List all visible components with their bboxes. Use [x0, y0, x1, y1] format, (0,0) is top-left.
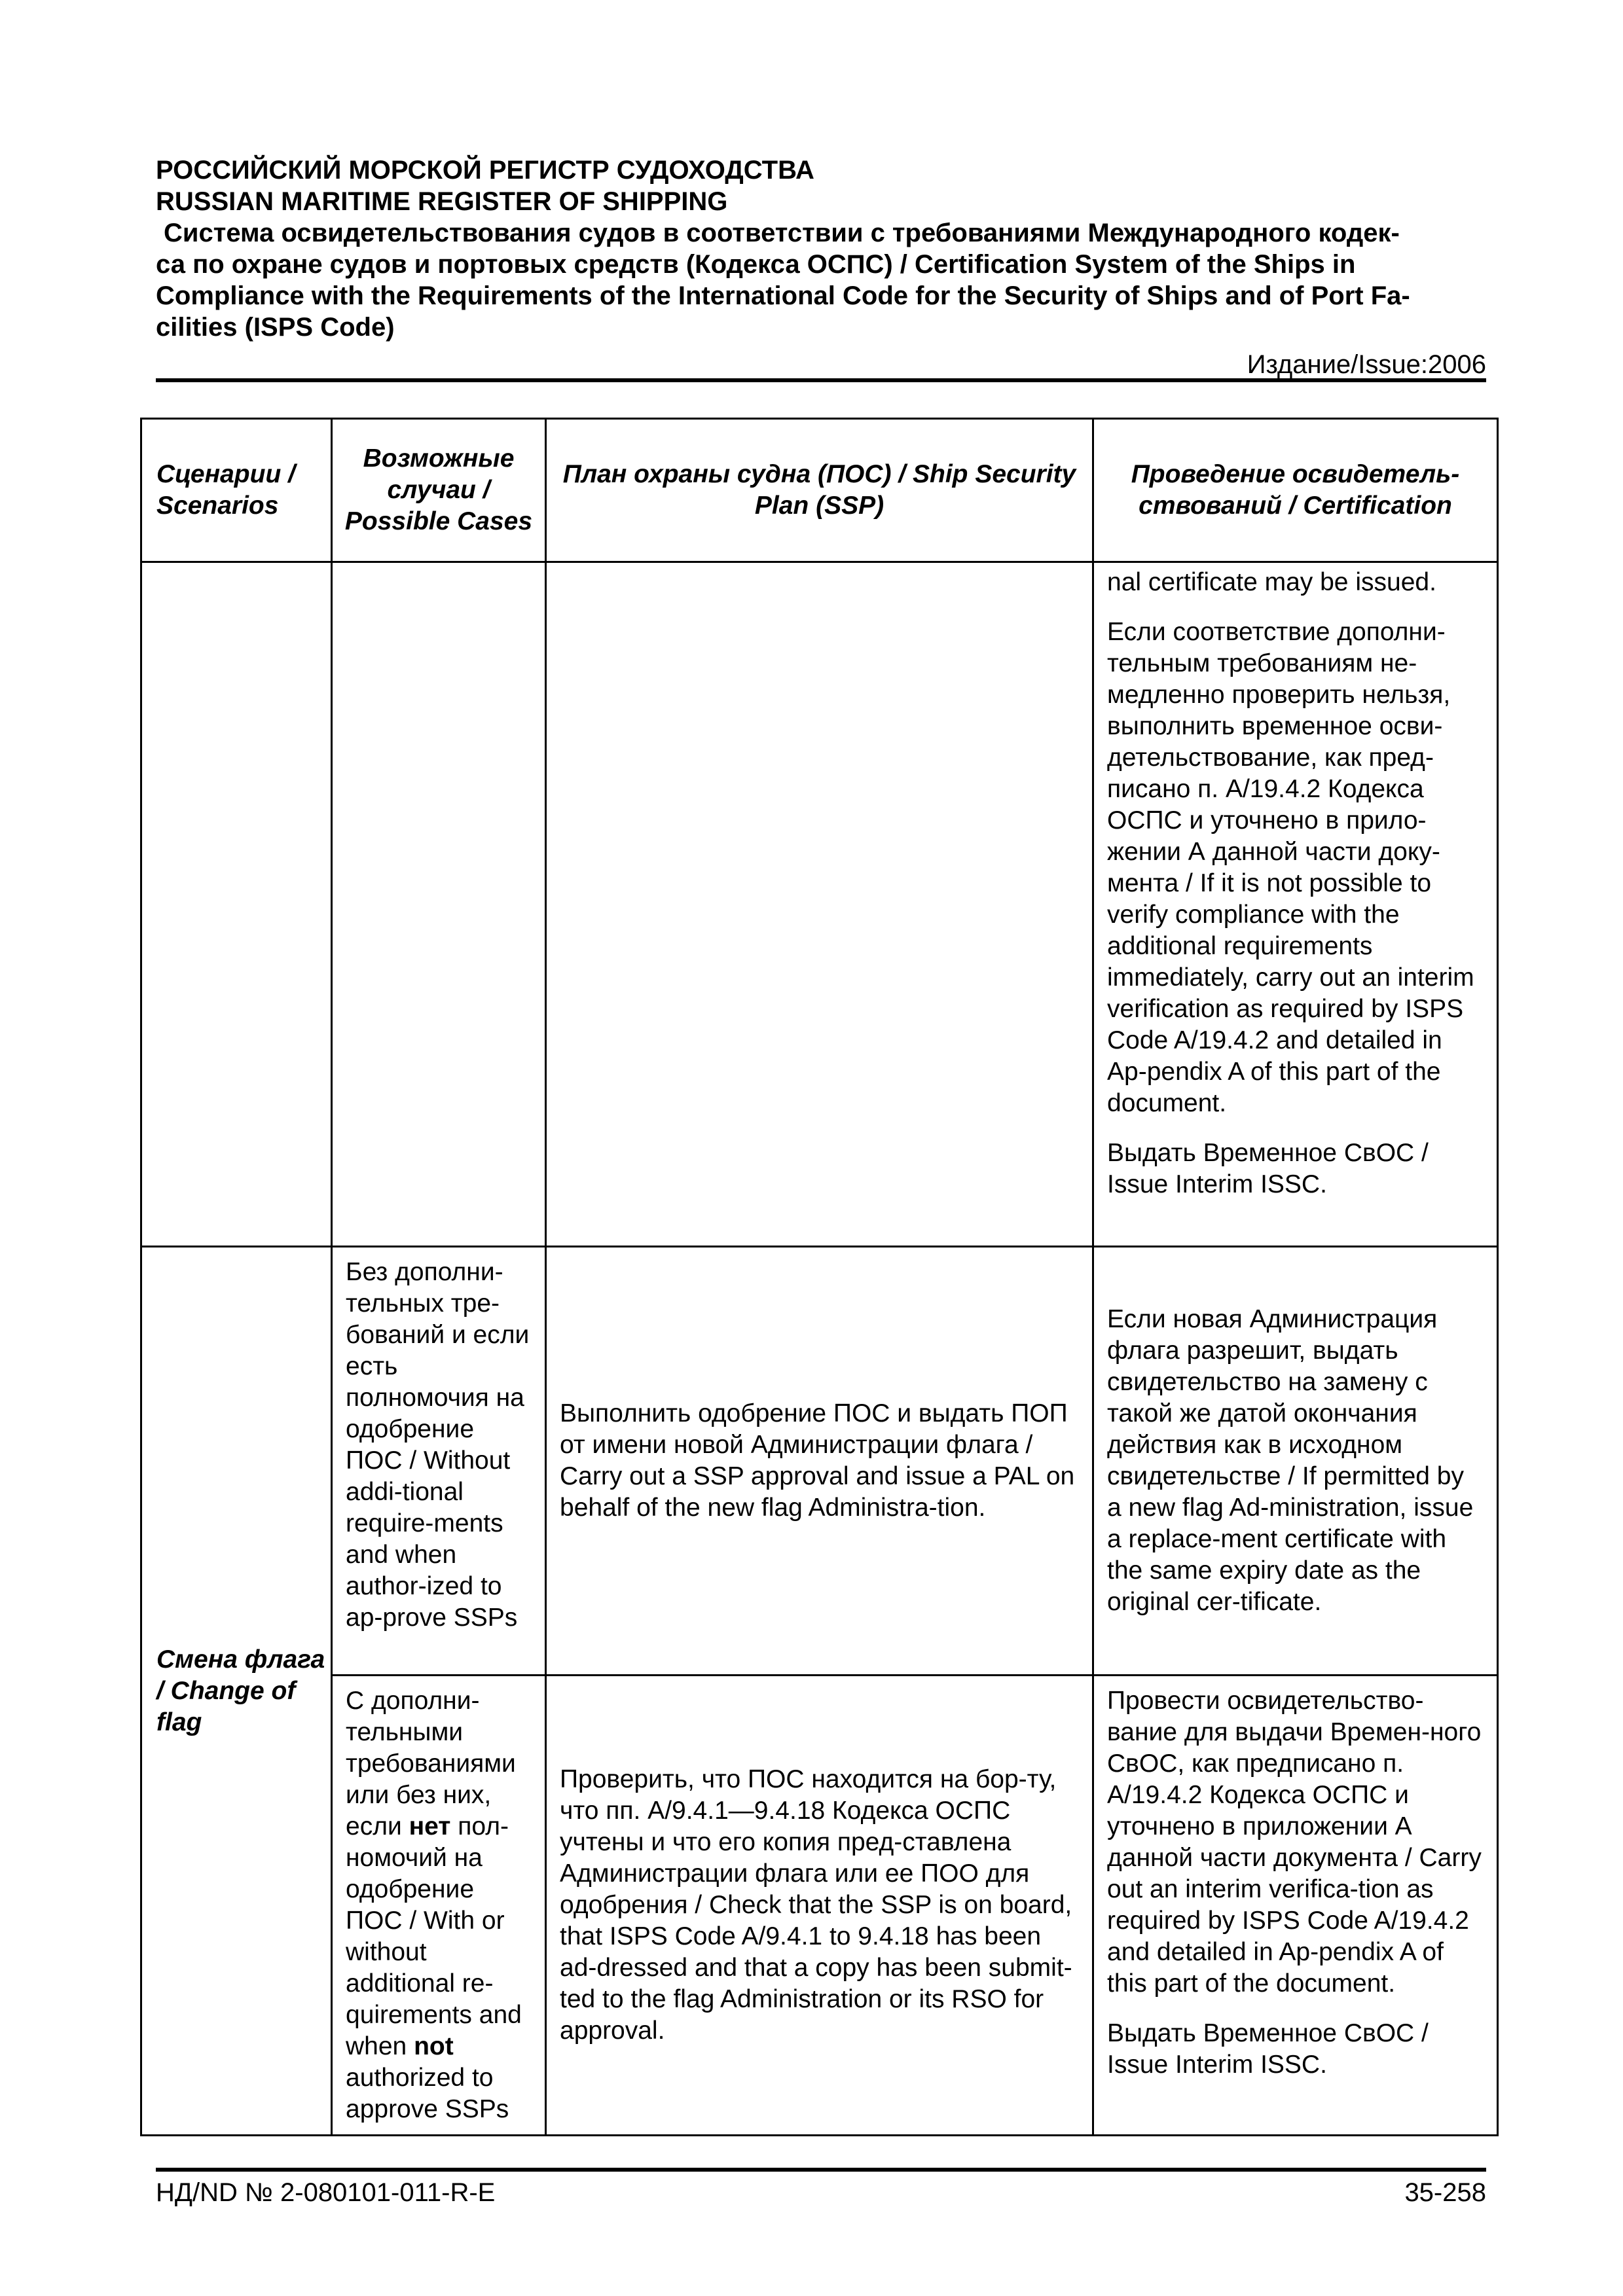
emphasis-net: нет	[409, 1812, 451, 1840]
certification-text: Выдать Временное СвОС / Issue Interim ISSC.	[1107, 1139, 1429, 1198]
table-header-row	[141, 419, 1498, 562]
header-ship-security-plan: План охраны судна (ПОС) / Ship Security Plan (SSP)	[546, 419, 1093, 562]
document-title-line-1: Система освидетельствования судов в соответствии с требованиями Международного кодек-	[164, 219, 1400, 247]
certification-text: nal certificate may be issued.	[1107, 568, 1436, 596]
scenario-change-of-flag: Смена флага / Change of flag	[156, 1645, 325, 1736]
page-header	[156, 154, 1486, 381]
header-certification: Проведение освидетель-ствований / Certification	[1093, 419, 1498, 562]
ssp-text: Проверить, что ПОС находится на бор-ту, что пп. А/9.4.1—9.4.18 Кодекса ОСПС учтены и что его копия пред-ставлена Администрации флага или ее ПОО для одобрения / Check that the SSP is on board, that ISPS Code A/9.4.1 to 9.4.18 has been ad-dressed and that a copy has been submit-ted to the flag Administration or its RSO for approval.	[560, 1765, 1072, 2045]
certification-text: Провести освидетельство-вание для выдачи Времен-ного СвОС, как предписано п. А/19.4.2 Кодекса ОСПС и уточнено в приложении А данной части документа / Carry out an interim verifica-tion as required by ISPS Code A/19.4.2 and detailed in Ap-pendix A of this part of the document.	[1107, 1687, 1482, 1998]
certification-cell	[1093, 1247, 1498, 1676]
table-row	[141, 1247, 1498, 1676]
certification-cell	[1093, 1676, 1498, 2136]
scenario-cell	[141, 1247, 332, 2136]
ssp-cell	[546, 1676, 1093, 2136]
document-title-line-4: cilities (ISPS Code)	[156, 313, 395, 342]
certification-text: Выдать Временное СвОС / Issue Interim ISSC.	[1107, 2019, 1429, 2079]
certification-text: Если соответствие дополни-тельным требованиям не-медленно проверить нельзя, выполнить временное осви-детельствование, как пред-писано п. А/19.4.2 Кодекса ОСПС и уточнено в прило-жении А данной части доку-мента / If it is not possible to verify compliance with the additional requirements immediately, carry out an interim verification as required by ISPS Code A/19.4.2 and detailed in Ap-pendix A of this part of the document.	[1107, 618, 1474, 1117]
document-title-line-2: са по охране судов и портовых средств (Кодекса ОСПС) / Certification System of the Ships in	[156, 250, 1356, 279]
case-cell	[332, 1676, 546, 2136]
document-title-line-3: Compliance with the Requirements of the International Code for the Security of Ships and of Port Fa-	[156, 281, 1410, 310]
certification-text: Если новая Администрация флага разрешит, выдать свидетельство на замену с такой же датой окончания действия как в исходном свидетельстве / If permitted by a new flag Ad-ministration, issue a replace-ment certificate with the same expiry date as the original cer-tificate.	[1107, 1305, 1474, 1616]
case-text: Без дополни-тельных тре-бований и если есть полномочия на одобрение ПОС / Without addi-tional require-ments and when author-ized to ap-prove SSPs	[346, 1258, 530, 1632]
issue-label: Издание/Issue:2006	[1247, 350, 1486, 379]
certification-table	[140, 418, 1499, 2136]
case-cell	[332, 1247, 546, 1676]
header-rule	[156, 378, 1486, 382]
ssp-cell	[546, 1247, 1093, 1676]
table-row	[141, 1676, 1498, 2136]
footer-rule	[156, 2168, 1486, 2172]
ssp-text: Выполнить одобрение ПОС и выдать ПОП от имени новой Администрации флага / Carry out a SSP approval and issue a PAL on behalf of the new flag Administra-tion.	[560, 1399, 1075, 1522]
scenario-cell-empty	[141, 562, 332, 1247]
table-row	[141, 562, 1498, 1247]
ssp-cell-empty	[546, 562, 1093, 1247]
certification-cell	[1093, 562, 1498, 1247]
register-title-ru: РОССИЙСКИЙ МОРСКОЙ РЕГИСТР СУДОХОДСТВА	[156, 156, 814, 185]
case-text: С дополни-тельными требованиями или без них, если нет пол-номочий на одобрение ПОС / With or without additional re-quirements and when not authorized to approve SSPs	[346, 1687, 522, 2123]
register-title-en: RUSSIAN MARITIME REGISTER OF SHIPPING	[156, 187, 728, 216]
header-scenarios: Сценарии / Scenarios	[141, 419, 332, 562]
document-number: НД/ND № 2-080101-011-R-E	[156, 2178, 496, 2207]
case-cell-empty	[332, 562, 546, 1247]
page-footer	[156, 2177, 1486, 2208]
header-possible-cases: Возможные случаи / Possible Cases	[332, 419, 546, 562]
page-number: 35-258	[1404, 2178, 1486, 2207]
emphasis-not: not	[414, 2032, 454, 2060]
